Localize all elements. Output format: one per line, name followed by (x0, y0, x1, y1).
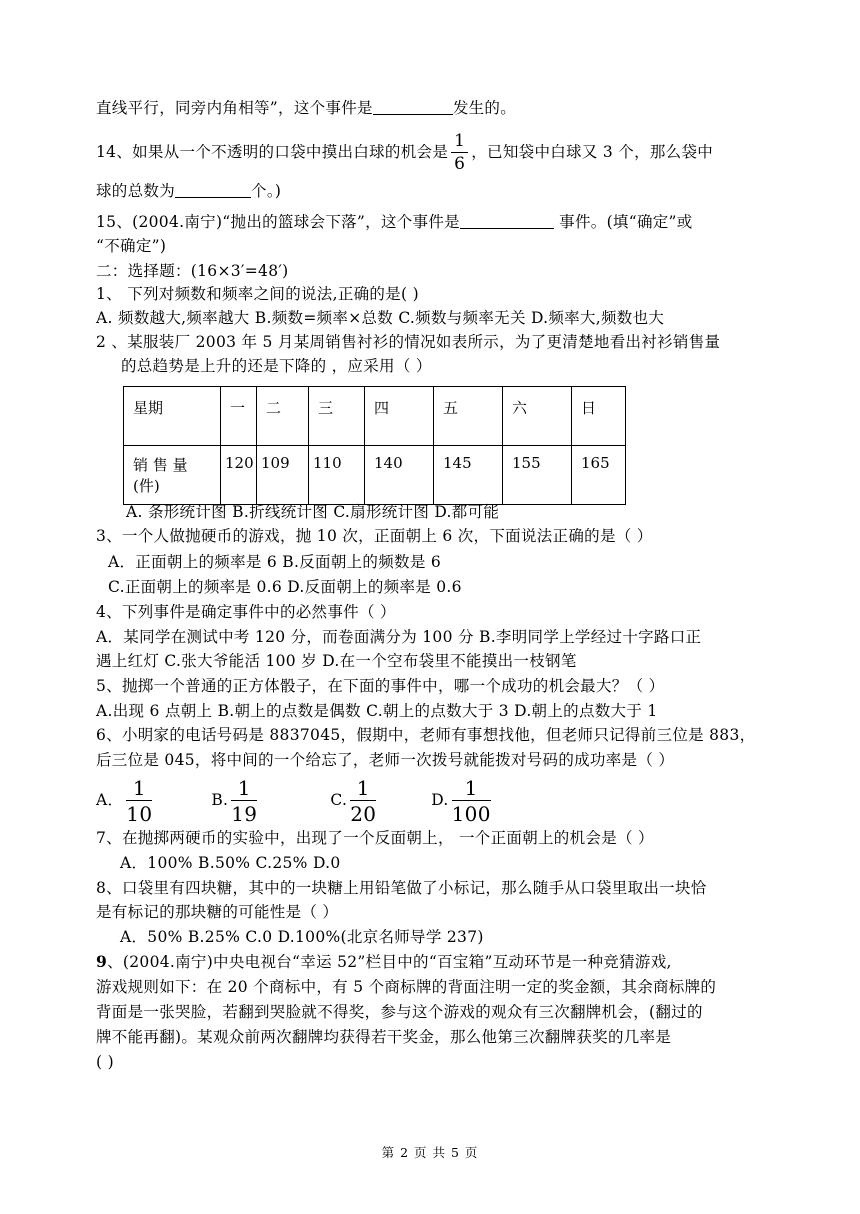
choice-9-line3: 背面是一张哭脸，若翻到哭脸就不得奖，参与这个游戏的观众有三次翻牌机会，(翻过的 (96, 1003, 703, 1021)
text: 发生的。 (452, 99, 517, 117)
question-number: 9 (96, 952, 108, 971)
option-letter: D. (431, 791, 449, 809)
table-cell-label (124, 446, 221, 505)
option-letter: B. (211, 791, 229, 809)
numerator: 1 (126, 778, 152, 801)
answer-blank (460, 212, 554, 229)
fraction-option-a (126, 778, 152, 824)
table-cell: 120 (221, 446, 257, 505)
row-label: 销 售 量 (133, 456, 188, 474)
sales-table (123, 386, 626, 505)
line-q13-end (96, 98, 516, 118)
text: ，已知袋中白球又 3 个，那么袋中 (471, 143, 714, 161)
choice-9-line4: 牌不能再翻)。某观众前两次翻牌均获得若干奖金，那么他第三次翻牌获奖的几率是 (96, 1028, 672, 1046)
option-letter: C. (330, 791, 348, 809)
choice-9-line5: ( ) (96, 1053, 114, 1071)
numerator: 1 (452, 778, 491, 801)
option-letter: A． (96, 791, 124, 809)
text: 球的总数为 (96, 182, 176, 200)
choice-7-options: A．100% B.50% C.25% D.0 (120, 854, 341, 872)
answer-blank (175, 181, 251, 198)
denominator: 19 (231, 802, 258, 826)
table-row (124, 446, 626, 505)
table-cell: 五 (434, 387, 503, 446)
choice-4-question: 4、下列事件是确定事件中的必然事件（ ） (96, 603, 396, 621)
choice-4-options-line1: A．某同学在测试中考 120 分，而卷面满分为 100 分 B.李明同学上学经过十字路口正 (96, 628, 702, 646)
table-cell: 109 (257, 446, 309, 505)
question-14-line1 (96, 126, 713, 178)
table-row (124, 387, 626, 446)
table-cell: 星期 (124, 387, 221, 446)
choice-9-line2: 游戏规则如下：在 20 个商标中，有 5 个商标牌的背面注明一定的奖金额，其余商标牌的 (96, 978, 717, 996)
choice-3-question: 3、一个人做抛硬币的游戏，抛 10 次，正面朝上 6 次，下面说法正确的是（ ） (96, 527, 653, 545)
table-cell: 四 (365, 387, 434, 446)
choice-3-options-ab: A．正面朝上的频率是 6 B.反面朝上的频数是 6 (108, 553, 442, 571)
choice-5-options: A.出现 6 点朝上 B.朝上的点数是偶数 C.朝上的点数大于 3 D.朝上的点数大于 1 (96, 702, 658, 720)
choice-8-line1: 8、口袋里有四块糖，其中的一块糖上用铅笔做了小标记，那么随手从口袋里取出一块恰 (96, 879, 707, 897)
denominator: 6 (454, 154, 466, 174)
section-heading-choice: 二：选择题：(16×3′=48′) (96, 262, 289, 280)
answer-blank (373, 98, 453, 115)
row-unit: (件) (133, 477, 160, 495)
table-cell: 140 (365, 446, 434, 505)
numerator: 1 (451, 133, 468, 153)
denominator: 100 (451, 802, 491, 826)
denominator: 10 (126, 802, 153, 826)
choice-9-line1 (96, 952, 672, 972)
fraction-option-c (350, 778, 376, 824)
table-cell: 二 (257, 387, 309, 446)
text: 、(2004.南宁)中央电视台“幸运 52”栏目中的“百宝箱”互动环节是一种竞猜游戏, (107, 953, 672, 971)
choice-8-options: A．50% B.25% C.0 D.100%(北京名师导学 237) (120, 928, 484, 946)
question-15-line1 (96, 212, 693, 232)
numerator: 1 (231, 778, 257, 801)
choice-1-question: 1、 下列对频数和频率之间的说法,正确的是( ) (96, 285, 419, 303)
text: 个。) (251, 182, 282, 200)
question-15-line2: “不确定”) (96, 237, 167, 255)
table-cell: 145 (434, 446, 503, 505)
table-cell: 155 (503, 446, 572, 505)
choice-1-options: A. 频数越大,频率越大 B.频数=频率×总数 C.频数与频率无关 D.频率大,频数也大 (96, 309, 665, 327)
choice-2-line1: 2 、某服装厂 2003 年 5 月某周销售衬衫的情况如表所示，为了更清楚地看出衬衫销售量 (96, 333, 721, 351)
denominator: 20 (350, 802, 377, 826)
choice-3-options-cd: C.正面朝上的频率是 0.6 D.反面朝上的频率是 0.6 (108, 578, 462, 596)
table-cell: 日 (572, 387, 626, 446)
choice-8-line2: 是有标记的那块糖的可能性是（ ） (96, 903, 339, 921)
choice-6-options (96, 772, 494, 828)
question-14-line2 (96, 181, 281, 201)
choice-2-options: A. 条形统计图 B.折线统计图 C.扇形统计图 D.都可能 (126, 503, 500, 521)
fraction-option-b (231, 778, 257, 824)
choice-5-question: 5、抛掷一个普通的正方体骰子，在下面的事件中，哪一个成功的机会最大？（ ） (96, 677, 665, 695)
table-cell: 三 (309, 387, 365, 446)
choice-2-line2: 的总趋势是上升的还是下降的 ，应采用（ ） (121, 357, 432, 375)
numerator: 1 (350, 778, 376, 801)
choice-4-options-line2: 遇上红灯 C.张大爷能活 100 岁 D.在一个空布袋里不能摸出一枝钢笔 (96, 652, 577, 670)
choice-6-line2: 后三位是 045，将中间的一个给忘了，老师一次拨号就能拨对号码的成功率是（ ） (96, 751, 675, 769)
table-cell: 110 (309, 446, 365, 505)
text: 14、如果从一个不透明的口袋中摸出白球的机会是 (96, 143, 449, 161)
table-cell: 一 (221, 387, 257, 446)
text: 15、(2004.南宁)“抛出的篮球会下落”，这个事件是 (96, 213, 460, 231)
choice-7-question: 7、在抛掷两硬币的实验中，出现了一个反面朝上， 一个正面朝上的机会是（ ） (96, 829, 654, 847)
page-footer: 第 2 页 共 5 页 (381, 1145, 479, 1160)
fraction-option-d (452, 778, 491, 824)
text: 事件。(填“确定”或 (553, 213, 693, 231)
choice-6-line1: 6、小明家的电话号码是 8837045，假期中，老师有事想找他，但老师只记得前三位是 883， (96, 726, 756, 744)
table-cell: 六 (503, 387, 572, 446)
fraction-one-sixth (451, 133, 468, 173)
text: 直线平行，同旁内角相等”，这个事件是 (96, 99, 373, 117)
table-cell: 165 (572, 446, 626, 505)
